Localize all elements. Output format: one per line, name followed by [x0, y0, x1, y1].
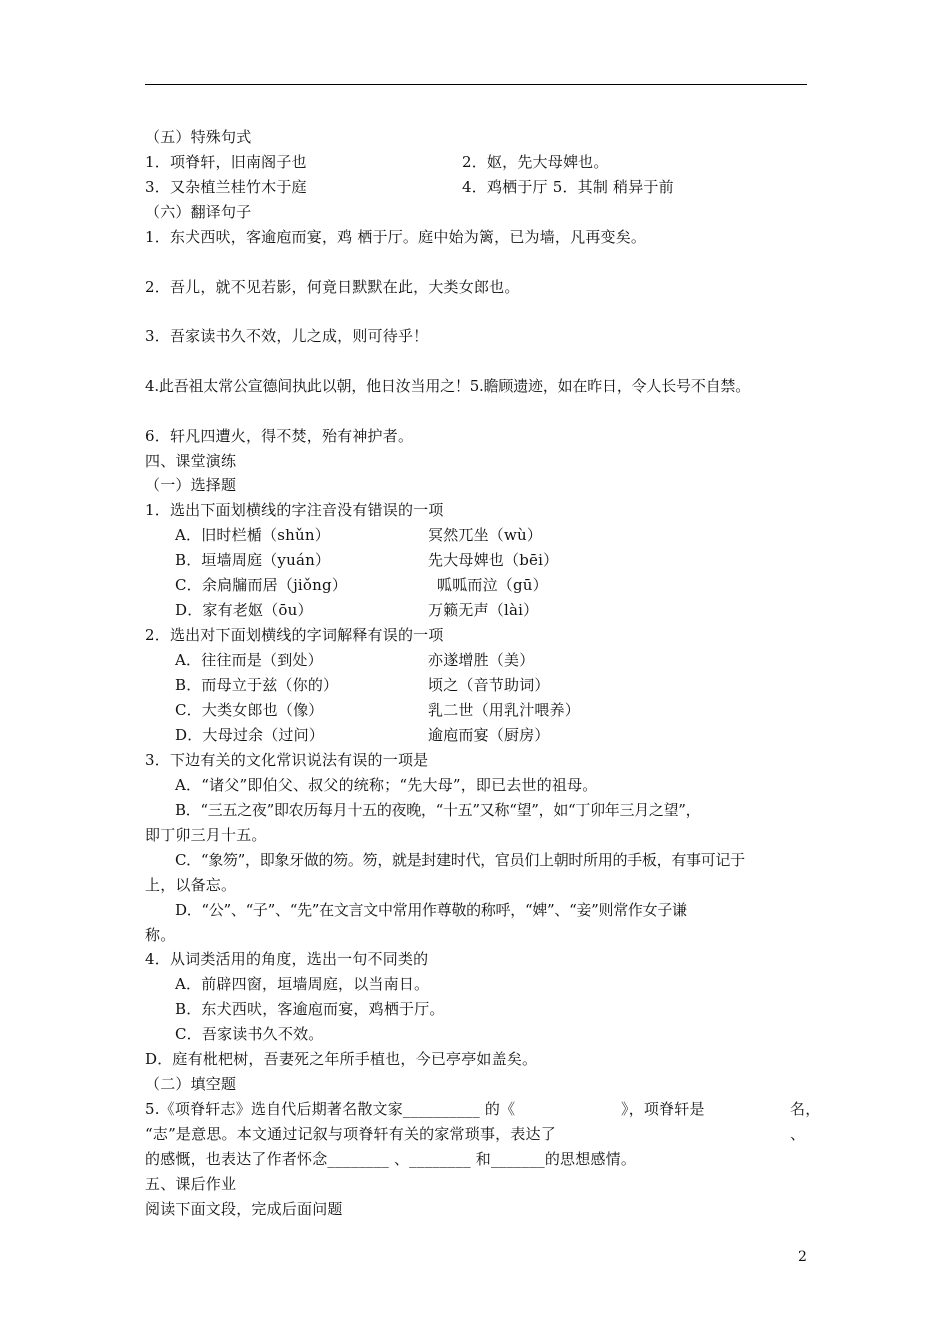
q2-option-c-right: 乳二世（用乳汁喂养）: [428, 701, 581, 719]
q2-option-c-left: C．大类女郎也（像）: [175, 701, 324, 719]
q2-option-a-right: 亦遂增胜（美）: [428, 651, 535, 669]
q1-option-a-left: A．旧时栏楯（shǔn）: [175, 526, 330, 544]
q4-option-a: A．前辟四窗，垣墙周庭，以当南日。: [175, 975, 430, 993]
q1-option-c-right: 呱呱而泣（gū）: [437, 576, 548, 594]
q2-option-d-right: 逾庖而宴（厨房）: [428, 726, 550, 744]
q1-stem: 1．选出下面划横线的字注音没有错误的一项: [145, 501, 444, 519]
q1-option-a-right: 冥然兀坐（wù）: [428, 526, 543, 544]
q5-line-1-part-c: 名，: [790, 1100, 821, 1118]
q4-stem: 4．从词类活用的角度，选出一句不同类的: [145, 950, 429, 968]
q5-line-2: [145, 1124, 806, 1144]
part-4-title: 四、课堂演练: [145, 452, 237, 470]
section-6-title: （六）翻译句子: [145, 203, 252, 221]
part-4-sub-2: （二）填空题: [145, 1075, 237, 1093]
q2-option-d: [175, 725, 550, 745]
sentence-row-1: [145, 152, 609, 172]
translate-1: 1．东犬西吠，客逾庖而宴，鸡 栖于厅。庭中始为篱，已为墙，凡再变矣。: [145, 228, 647, 246]
q2-option-b: [175, 675, 550, 695]
translate-4: 4.此吾祖太常公宣德间执此以朝，他日汝当用之！5.瞻顾遗迹，如在昨日，令人长号不自禁。: [145, 377, 751, 395]
q3-option-d-line-1: D．“公”、“子”、“先”在文言文中常用作尊敬的称呼，“婢”、“妾”则常作女子谦: [175, 901, 687, 919]
q2-option-b-right: 顷之（音节助词）: [428, 676, 550, 694]
q3-option-b-line-1: B．“三五之夜”即农历每月十五的夜晚，“十五”又称“望”，如“丁卯年三月之望”，: [175, 801, 701, 819]
q2-option-d-left: D．大母过余（过问）: [175, 726, 325, 744]
q1-option-b-left: B．垣墙周庭（yuán）: [175, 551, 331, 569]
translate-3: 3．吾家读书久不效，儿之成，则可待乎！: [145, 327, 429, 345]
header-rule: [145, 84, 807, 85]
q4-option-b: B．东犬西吠，客逾庖而宴，鸡栖于厅。: [175, 1000, 445, 1018]
q1-option-d-left: D．家有老妪（ōu）: [175, 601, 313, 619]
part-4-sub-1: （一）选择题: [145, 476, 237, 494]
sentence-1: 1．项脊轩，旧南阁子也: [145, 153, 307, 171]
part-5-line: 阅读下面文段，完成后面问题: [145, 1200, 343, 1218]
q1-option-d-right: 万籁无声（lài）: [428, 601, 539, 619]
q3-option-d-line-2: 称。: [145, 926, 176, 944]
q4-option-d: D．庭有枇杷树，吾妻死之年所手植也，今已亭亭如盖矣。: [145, 1050, 538, 1068]
q2-option-c: [175, 700, 581, 720]
translate-6: 6．轩凡四遭火，得不焚，殆有神护者。: [145, 427, 414, 445]
q1-option-c-left: C．余扃牖而居（jiǒng）: [175, 576, 348, 594]
sentence-2: 2．妪，先大母婢也。: [462, 153, 609, 171]
q5-line-1-part-a: 5.《项脊轩志》选自代后期著名散文家__________ 的《: [145, 1100, 516, 1118]
part-5-title: 五、课后作业: [145, 1175, 237, 1193]
q4-option-c: C．吾家读书久不效。: [175, 1025, 324, 1043]
q2-stem: 2．选出对下面划横线的字词解释有误的一项: [145, 626, 444, 644]
q3-option-c-line-1: C．“象笏”，即象牙做的笏。笏，就是封建时代，官员们上朝时所用的手板，有事可记于: [175, 851, 745, 869]
q3-stem: 3．下边有关的文化常识说法有误的一项是: [145, 751, 429, 769]
q5-line-1-part-b: 》，项脊轩是: [621, 1100, 705, 1118]
sentence-3: 3．又杂植兰桂竹木于庭: [145, 178, 307, 196]
translate-2: 2．吾儿，就不见若影，何竟日默默在此，大类女郎也。: [145, 278, 520, 296]
q5-line-1: [145, 1099, 821, 1119]
sentence-row-2: [145, 177, 674, 197]
q2-option-a-left: A．往往而是（到处）: [175, 651, 323, 669]
q1-option-d: [175, 600, 539, 620]
q5-line-2-part-a: “志”是意思。本文通过记叙与项脊轩有关的家常琐事，表达了: [145, 1125, 556, 1143]
q1-option-b: [175, 550, 559, 570]
q1-option-c: [175, 575, 548, 595]
q3-option-b-line-2: 即丁卯三月十五。: [145, 826, 267, 844]
q3-option-a: A．“诸父”即伯父、叔父的统称；“先大母”，即已去世的祖母。: [175, 776, 598, 794]
q5-line-3: 的感慨，也表达了作者怀念________ 、________ 和_______的思想感情。: [145, 1150, 637, 1168]
q1-option-b-right: 先大母婢也（bēi）: [428, 551, 559, 569]
q2-option-b-left: B．而母立于兹（你的）: [175, 676, 339, 694]
page-number: 2: [798, 1249, 807, 1265]
q2-option-a: [175, 650, 535, 670]
sentence-4: 4．鸡栖于厅 5．其制 稍异于前: [462, 178, 674, 196]
q5-line-2-part-b: 、: [790, 1125, 806, 1143]
q3-option-c-line-2: 上，以备忘。: [145, 876, 237, 894]
section-5-title: （五）特殊句式: [145, 128, 252, 146]
q1-option-a: [175, 525, 543, 545]
